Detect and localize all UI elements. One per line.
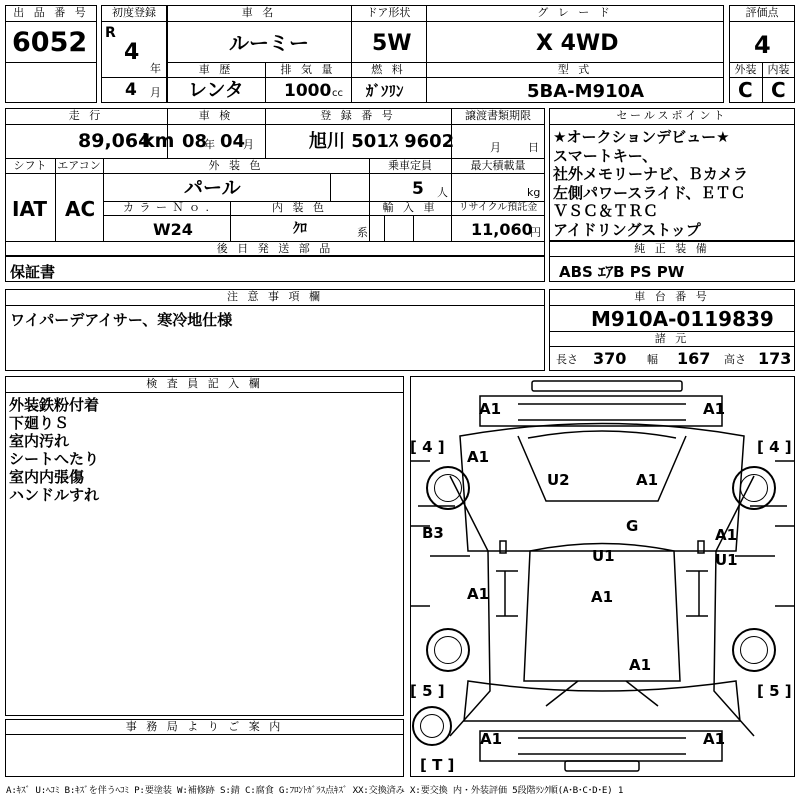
damage-mark: A1 (703, 400, 726, 418)
history: レンタ (188, 79, 244, 101)
inspection-month-unit: 月 (243, 138, 254, 151)
sales-point-line: 左側パワースライド、ＥＴＣ (553, 183, 746, 202)
sales-point-line: 社外メモリーナビ、Ｂカメラ (553, 165, 748, 183)
notes-value: ワイパーデアイサー、寒冷地仕様 (10, 311, 233, 329)
width-label: 幅 (647, 353, 658, 366)
tire-tread-fl: [ 4 ] (410, 438, 445, 456)
sales-point-line: ★オークションデビュー★ (553, 128, 730, 146)
damage-mark: B3 (422, 524, 444, 542)
shift: IAT (12, 197, 48, 221)
grade: X 4WD (536, 31, 619, 56)
capacity: 5 (412, 179, 424, 199)
interior-score: C (771, 78, 786, 102)
tire-tread-rl: [ 5 ] (410, 682, 445, 700)
transfer-deadline-label: 譲渡書類期限 (465, 109, 531, 122)
transfer-month-unit: 月 (490, 141, 501, 154)
score-label: 評価点 (745, 6, 779, 19)
sales-point-line: ＶＳＣ＆ＴＲＣ (553, 202, 659, 220)
later-parts-label: 後 日 発 送 部 品 (216, 242, 334, 255)
damage-mark: A1 (715, 526, 738, 544)
chassis-number: M910A-0119839 (591, 307, 774, 331)
width: 167 (677, 349, 711, 368)
door-label: ドア形状 (366, 6, 411, 19)
car-name-label: 車 名 (241, 6, 277, 19)
ac-label: エアコン (57, 159, 101, 172)
legend: A:ｷｽﾞ U:ﾍｺﾐ B:ｷｽﾞを伴うﾍｺﾐ P:要塗装 W:補修跡 S:錆 C:腐食 G:ﾌﾛﾝﾄｶﾞﾗｽ点ｷｽﾞ XX:交換済み X:要交換 内・外装評価 5段階ﾗﾝｸ順(A･B･C･D･E) 1 (6, 785, 624, 796)
damage-mark: A1 (703, 730, 726, 748)
import-label: 輸 入 車 (382, 201, 438, 214)
year-unit: 年 (150, 62, 161, 75)
damage-mark: A1 (629, 656, 652, 674)
capacity-label: 乗車定員 (388, 159, 432, 172)
damage-mark: A1 (636, 471, 659, 489)
damage-mark: A1 (591, 588, 614, 606)
month-unit: 月 (150, 86, 161, 99)
air-conditioner: AC (65, 197, 96, 221)
recycle-fee: 11,060 (471, 220, 533, 239)
interior-label: 内装 (767, 63, 790, 76)
inspection-label: 車 検 (198, 109, 234, 122)
tire-rear-left (426, 628, 470, 672)
genuine-equipment-value: ABS ｴｱB PS PW (559, 263, 685, 281)
notes-label: 注 意 事 項 欄 (227, 290, 323, 303)
inspection-year-unit: 年 (204, 138, 215, 151)
tire-front-left (426, 466, 470, 510)
inspector-label: 検 査 員 記 入 欄 (146, 377, 263, 390)
interior-color-label: 内 装 色 (272, 201, 327, 214)
load-unit: kg (527, 186, 541, 199)
inspector-notes (9, 396, 99, 504)
displacement: 1000 (284, 81, 332, 101)
recycle-label: リサイクル預託金 (458, 202, 538, 213)
model-label: 型 式 (557, 63, 593, 76)
chassis-label: 車 台 番 号 (634, 290, 710, 303)
color-number-label: カ ラ ー Ｎ ｏ . (123, 201, 210, 214)
height-label: 高さ (724, 353, 746, 366)
damage-mark: A1 (480, 730, 503, 748)
plate-number: 旭川 501ｽ 9602 (309, 131, 455, 152)
inspector-note-line: 外装鉄粉付着 (9, 396, 100, 414)
damage-mark: A1 (467, 448, 490, 466)
damage-mark: A1 (467, 585, 490, 603)
sales-point-label: セールスポイント (616, 109, 728, 122)
inspector-note-line: シートへたり (9, 450, 100, 468)
car-outline (410, 376, 795, 777)
interior-color-unit: 系 (357, 226, 368, 239)
mileage-unit: km (142, 130, 175, 152)
inspector-note-line: ハンドルすれ (9, 486, 100, 504)
door-type: 5W (372, 31, 412, 56)
color-number: W24 (153, 220, 193, 239)
capacity-unit: 人 (437, 186, 448, 199)
lot-number: 6052 (12, 27, 88, 58)
displacement-unit: cc (332, 88, 343, 99)
height: 173 (758, 349, 792, 368)
shift-label: シフト (13, 159, 47, 172)
fuel: ｶﾞｿﾘﾝ (366, 82, 404, 100)
later-parts-box (5, 241, 545, 282)
sales-point-list (553, 128, 748, 239)
office-label: 事 務 局 よ り ご 案 内 (125, 720, 284, 733)
damage-mark: U1 (592, 547, 615, 565)
interior-color: ｸﾛ (293, 221, 307, 237)
history-label: 車 歴 (198, 63, 234, 76)
sales-point-line: スマートキー、 (553, 146, 658, 165)
era: R (105, 25, 116, 41)
grade-label: グ レ ー ド (537, 6, 613, 19)
registration-month: 4 (125, 80, 137, 100)
inspector-note-line: 室内内張傷 (9, 468, 85, 486)
damage-mark: A1 (479, 400, 502, 418)
plate-label: 登 録 番 号 (320, 109, 396, 122)
inspection-month: 04 (220, 131, 246, 152)
spare-tire (412, 706, 452, 746)
mileage-label: 走 行 (68, 109, 104, 122)
max-load-label: 最大積載量 (470, 159, 526, 172)
damage-mark: U2 (547, 471, 570, 489)
later-parts-value: 保証書 (10, 263, 56, 281)
spec-label: 諸 元 (654, 332, 690, 345)
exterior-color: パール (184, 177, 241, 199)
score: 4 (754, 31, 771, 59)
length: 370 (593, 349, 627, 368)
tire-tread-fr: [ 4 ] (757, 438, 792, 456)
inspection-year: 08 (182, 131, 208, 152)
exterior-score: C (738, 78, 753, 102)
car-name: ルーミー (229, 31, 309, 55)
tire-rear-right (732, 628, 776, 672)
transfer-day-unit: 日 (528, 141, 539, 154)
damage-mark: G (626, 517, 639, 535)
model-code: 5BA-M910A (527, 81, 645, 102)
damage-mark: U1 (715, 551, 738, 569)
tire-tread-rr: [ 5 ] (757, 682, 792, 700)
registration-year: 4 (124, 40, 140, 65)
inspector-note-line: 下廻りＳ (9, 414, 70, 432)
mileage: 89,064 (78, 130, 152, 152)
recycle-unit: 円 (530, 226, 541, 239)
genuine-equipment-label: 純 正 装 備 (634, 242, 710, 255)
inspector-note-line: 室内汚れ (9, 432, 70, 450)
length-label: 長さ (556, 353, 578, 366)
exterior-label: 外装 (734, 63, 757, 76)
first-registration-label: 初度登録 (112, 6, 156, 19)
fuel-label: 燃 料 (371, 63, 406, 76)
spare-tire-mark: [ T ] (420, 756, 455, 774)
tire-front-right (732, 466, 776, 510)
displacement-label: 排 気 量 (280, 63, 336, 76)
exterior-color-label: 外 装 色 (208, 159, 264, 172)
sales-point-line: アイドリングストップ (553, 220, 701, 239)
lot-number-label: 出 品 番 号 (13, 6, 89, 19)
